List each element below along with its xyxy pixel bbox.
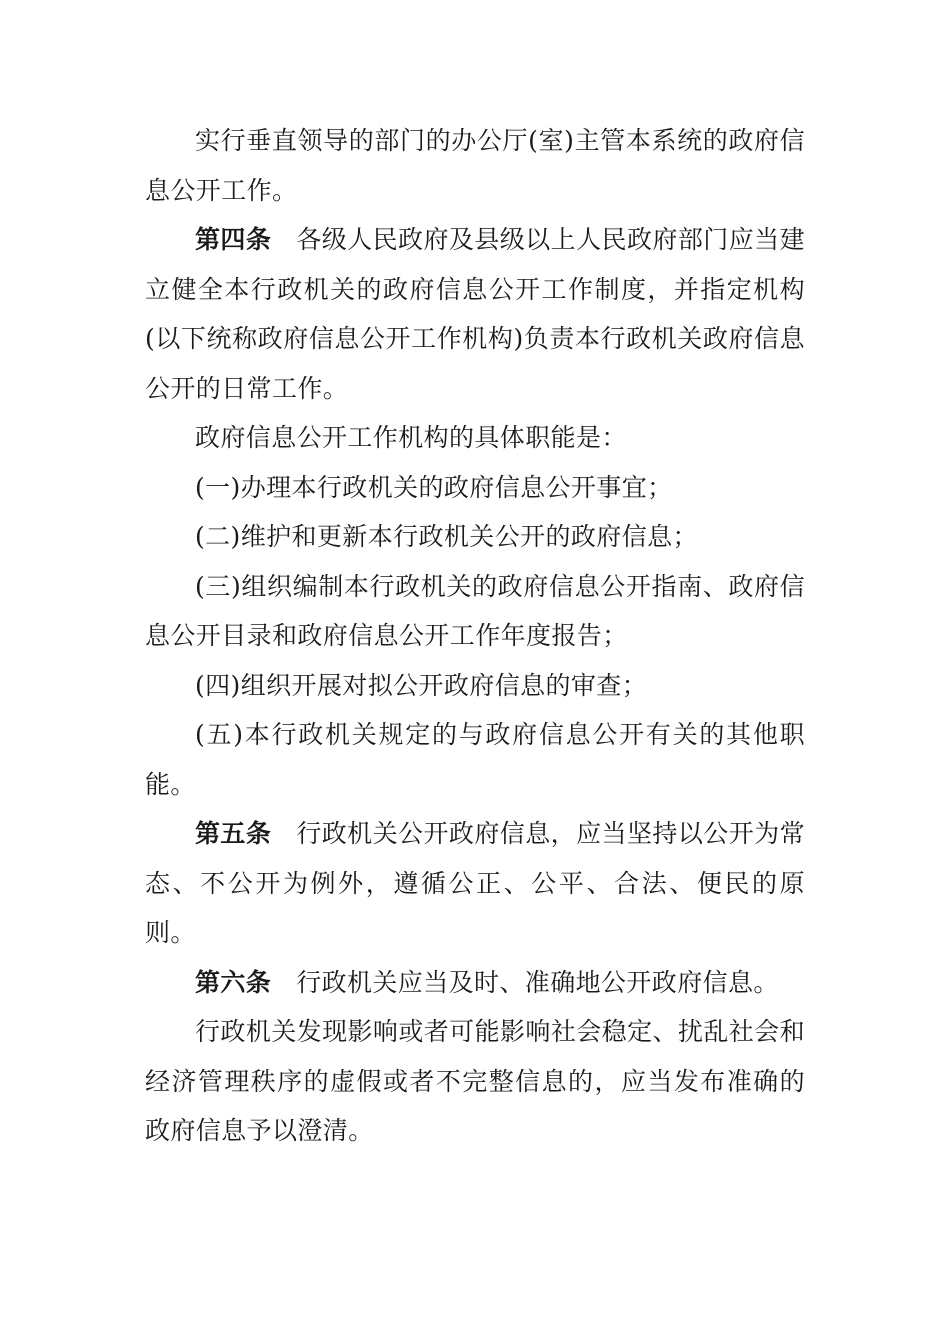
article-number: 第四条: [195, 225, 272, 254]
paragraph-text: 行政机关应当及时、准确地公开政府信息。: [296, 967, 779, 997]
paragraph-text: (二)维护和更新本行政机关公开的政府信息；: [195, 522, 698, 551]
paragraph-text: 行政机关公开政府信息，应当坚持以公开为常态、不公开为例外，遵循公正、公平、合法、便民的原则。: [145, 819, 805, 947]
paragraph-duty-3: [145, 562, 805, 661]
paragraph-clarification: [145, 1007, 805, 1156]
paragraph-duty-1: [145, 463, 805, 513]
paragraph-text: (三)组织编制本行政机关的政府信息公开指南、政府信息公开目录和政府信息公开工作年度报告；: [145, 571, 805, 650]
article-number: 第五条: [195, 819, 272, 848]
paragraph-text: (五)本行政机关规定的与政府信息公开有关的其他职能。: [145, 720, 805, 799]
paragraph-duty-2: [145, 512, 805, 562]
paragraph-text: (一)办理本行政机关的政府信息公开事宜；: [195, 472, 673, 502]
paragraph-article-6: [145, 958, 805, 1008]
paragraph-text: 政府信息公开工作机构的具体职能是：: [195, 423, 627, 452]
paragraph-text: 各级人民政府及县级以上人民政府部门应当建立健全本行政机关的政府信息公开工作制度，并指定机构(以下统称政府信息公开工作机构)负责本行政机关政府信息公开的日常工作。: [145, 225, 805, 403]
paragraph-article-4: [145, 215, 805, 413]
paragraph-duty-4: [145, 661, 805, 711]
paragraph-duties-intro: [145, 413, 805, 463]
paragraph-text: 实行垂直领导的部门的办公厅(室)主管本系统的政府信息公开工作。: [145, 126, 805, 205]
paragraph-text: 行政机关发现影响或者可能影响社会稳定、扰乱社会和经济管理秩序的虚假或者不完整信息的，应当发布准确的政府信息予以澄清。: [145, 1017, 805, 1145]
paragraph-text: (四)组织开展对拟公开政府信息的审查；: [195, 670, 648, 700]
document-page: [145, 116, 805, 1156]
paragraph-duty-5: [145, 710, 805, 809]
paragraph-1: [145, 116, 805, 215]
paragraph-article-5: [145, 809, 805, 958]
article-number: 第六条: [195, 967, 272, 997]
